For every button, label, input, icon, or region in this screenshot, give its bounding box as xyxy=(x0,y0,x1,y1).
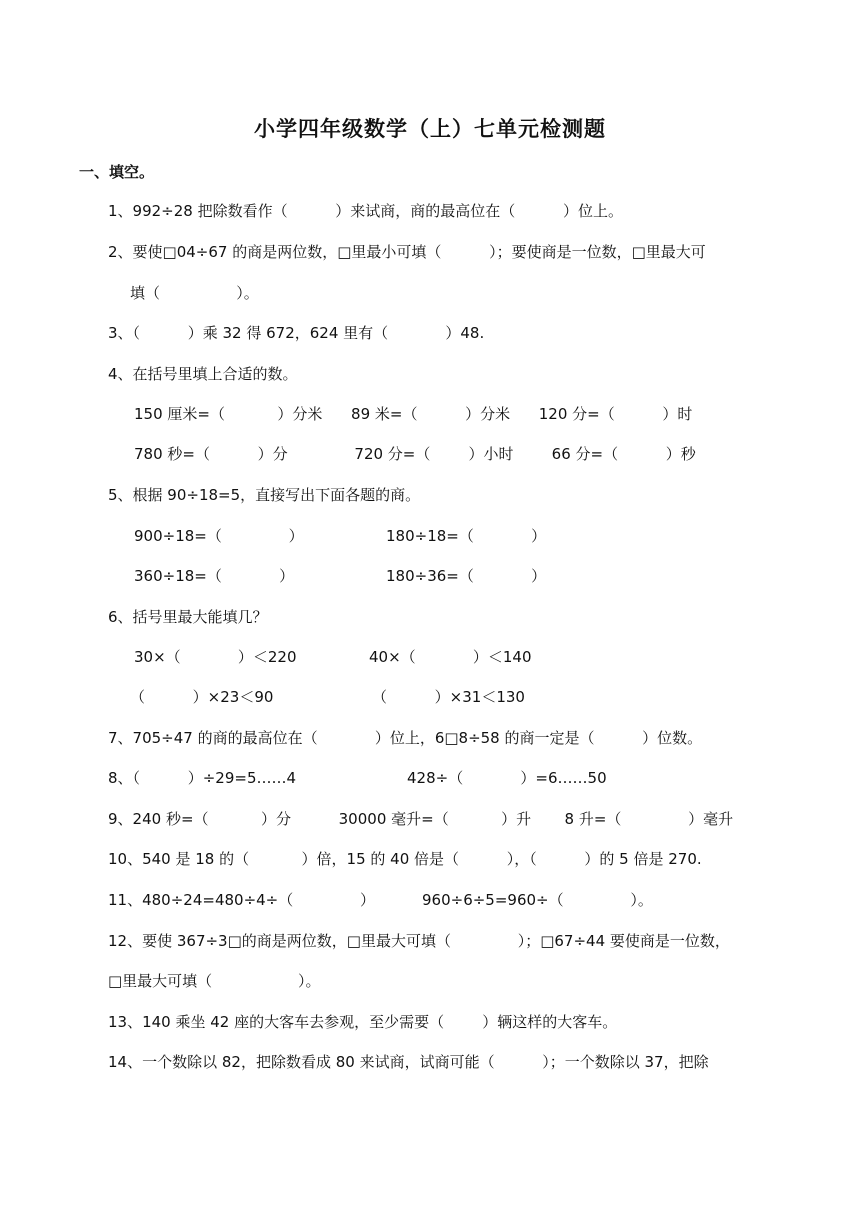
question-6-item-d: （ ）×31＜130 xyxy=(372,688,525,706)
question-6: 6、括号里最大能填几？ xyxy=(108,608,268,626)
question-8-item-a: 8、（ ）÷29=5……4 xyxy=(108,769,297,787)
question-5-item-b: 180÷18=（ ） xyxy=(386,527,547,545)
question-10: 10、540 是 18 的（ ）倍，15 的 40 倍是（ ），（ ）的 5 倍是 270. xyxy=(108,850,702,868)
question-4: 4、在括号里填上合适的数。 xyxy=(108,365,298,383)
question-11-item-a: 11、480÷24=480÷4÷（ ） xyxy=(108,891,376,909)
question-14: 14、一个数除以 82，把除数看成 80 来试商，试商可能（ ）；一个数除以 37，把除 xyxy=(108,1053,709,1071)
question-6-item-a: 30×（ ）＜220 xyxy=(134,648,297,666)
question-12-line-1: 12、要使 367÷3□的商是两位数，□里最大可填（ ）；□67÷44 要使商是一位数， xyxy=(108,932,730,950)
question-4-row-2: 780 秒=（ ）分 720 分=（ ）小时 66 分=（ ）秒 xyxy=(134,445,696,463)
question-6-item-c: （ ）×23＜90 xyxy=(130,688,274,706)
question-12-line-2: □里最大可填（ ）。 xyxy=(108,972,321,990)
question-13: 13、140 乘坐 42 座的大客车去参观，至少需要（ ）辆这样的大客车。 xyxy=(108,1013,618,1031)
page-title: 小学四年级数学（上）七单元检测题 xyxy=(254,117,606,141)
question-9: 9、240 秒=（ ）分 30000 毫升=（ ）升 8 升=（ ）毫升 xyxy=(108,810,734,828)
question-5-item-a: 900÷18=（ ） xyxy=(134,527,304,545)
question-5-item-d: 180÷36=（ ） xyxy=(386,567,547,585)
question-1: 1、992÷28 把除数看作（ ）来试商，商的最高位在（ ）位上。 xyxy=(108,202,623,220)
question-2-line-1: 2、要使□04÷67 的商是两位数，□里最小可填（ ）；要使商是一位数，□里最大可 xyxy=(108,243,706,261)
question-5-item-c: 360÷18=（ ） xyxy=(134,567,295,585)
question-6-item-b: 40×（ ）＜140 xyxy=(369,648,532,666)
question-8-item-b: 428÷（ ）=6……50 xyxy=(407,769,607,787)
question-2-line-2: 填（ ）。 xyxy=(130,284,259,302)
question-4-row-1: 150 厘米=（ ）分米 89 米=（ ）分米 120 分=（ ）时 xyxy=(134,405,693,423)
question-3: 3、（ ）乘 32 得 672，624 里有（ ）48. xyxy=(108,324,485,342)
section-heading-fill-blank: 一、填空。 xyxy=(79,163,155,181)
question-11-item-b: 960÷6÷5=960÷（ ）。 xyxy=(422,891,653,909)
question-5: 5、根据 90÷18=5，直接写出下面各题的商。 xyxy=(108,486,421,504)
question-7: 7、705÷47 的商的最高位在（ ）位上，6□8÷58 的商一定是（ ）位数。 xyxy=(108,729,703,747)
